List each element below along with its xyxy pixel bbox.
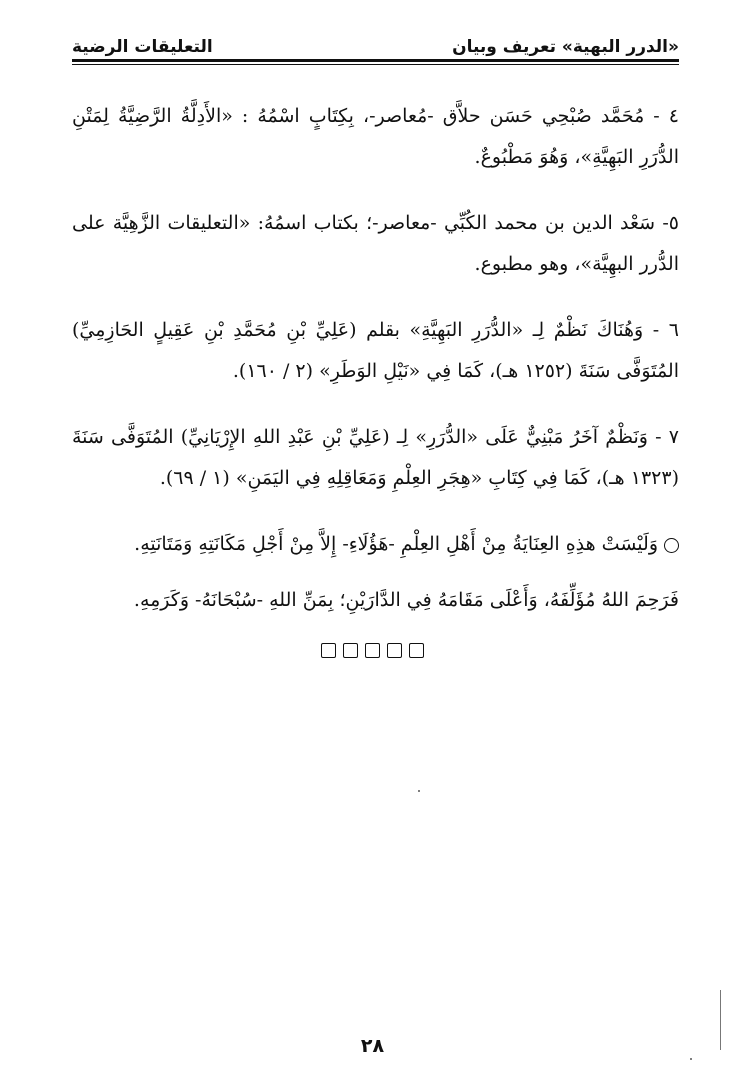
square-ornament-icon — [365, 643, 380, 658]
section-end-marks — [0, 643, 745, 658]
page-number: ٢٨ — [360, 1035, 385, 1057]
paragraph-item-4: ٤ - مُحَمَّد صُبْحِي حَسَن حلاَّق -مُعاصر-، بِكِتَابٍ اسْمُهُ : «الأَدِلَّةُ الرَّضِيَّةُ لِمَتْنِ الدُّرَرِ البَهِيَّةِ»، وَهُوَ مَطْبُوعٌ. — [72, 105, 679, 168]
square-ornament-icon — [343, 643, 358, 658]
square-ornament-icon — [387, 643, 402, 658]
header-rule-thin — [72, 64, 679, 65]
paragraph-note-text: وَلَيْسَتْ هذِهِ العِنَايَةُ مِنْ أَهْلِ العِلْمِ -هَؤُلَاءِ- إِلاَّ مِنْ أَجْلِ مَكَانَتِهِ وَمَتَانَتِهِ. — [134, 533, 658, 555]
scan-speck — [418, 790, 420, 792]
paragraph-note — [72, 524, 679, 565]
running-header — [72, 26, 679, 58]
square-ornament-icon — [409, 643, 424, 658]
circle-bullet-icon — [664, 538, 679, 553]
paragraph-item-6: ٦ - وَهُنَاكَ نَظْمٌ لِـ «الدُّرَرِ البَهِيَّةِ» بقلم (عَلِيِّ بْنِ مُحَمَّدِ بْنِ عَقِيلٍ الحَازِمِيِّ) المُتَوَفَّى سَنَةَ (١٢٥٢ هـ)، كَمَا فِي «نَيْلِ الوَطَرِ» (٢ / ١٦٠). — [72, 319, 679, 382]
paragraph-item-5: ٥- سَعْد الدين بن محمد الكُبِّي -معاصر-؛ بكتاب اسمُهُ: «التعليقات الزَّهِيَّة على الدُّرر البهِيَّة»، وهو مطبوع. — [72, 212, 679, 275]
scan-speck — [690, 1058, 692, 1060]
paragraph-closing: فَرَحِمَ اللهُ مُؤَلِّفَهُ، وَأَعْلَى مَقَامَهُ فِي الدَّارَيْنِ؛ بِمَنِّ اللهِ -سُبْحَانَهُ- وَكَرَمِهِ. — [133, 589, 679, 611]
square-ornament-icon — [321, 643, 336, 658]
paragraph-item-7: ٧ - وَنَظْمٌ آخَرُ مَبْنِيٌّ عَلَى «الدُّرَرِ» لِـ (عَلِيِّ بْنِ عَبْدِ اللهِ الإِرْيَانِيِّ) المُتَوَفَّى سَنَةَ (١٣٢٣ هـ)، كَمَا فِي كِتَابِ «هِجَرِ العِلْمِ وَمَعَاقِلِهِ فِي اليَمَنِ» (١ / ٦٩). — [72, 426, 679, 489]
header-rule-thick — [72, 59, 679, 62]
header-left-title: التعليقات الرضية — [72, 37, 213, 57]
body-text — [72, 96, 679, 646]
header-right-title: «الدرر البهية» تعريف وبيان — [452, 37, 679, 57]
